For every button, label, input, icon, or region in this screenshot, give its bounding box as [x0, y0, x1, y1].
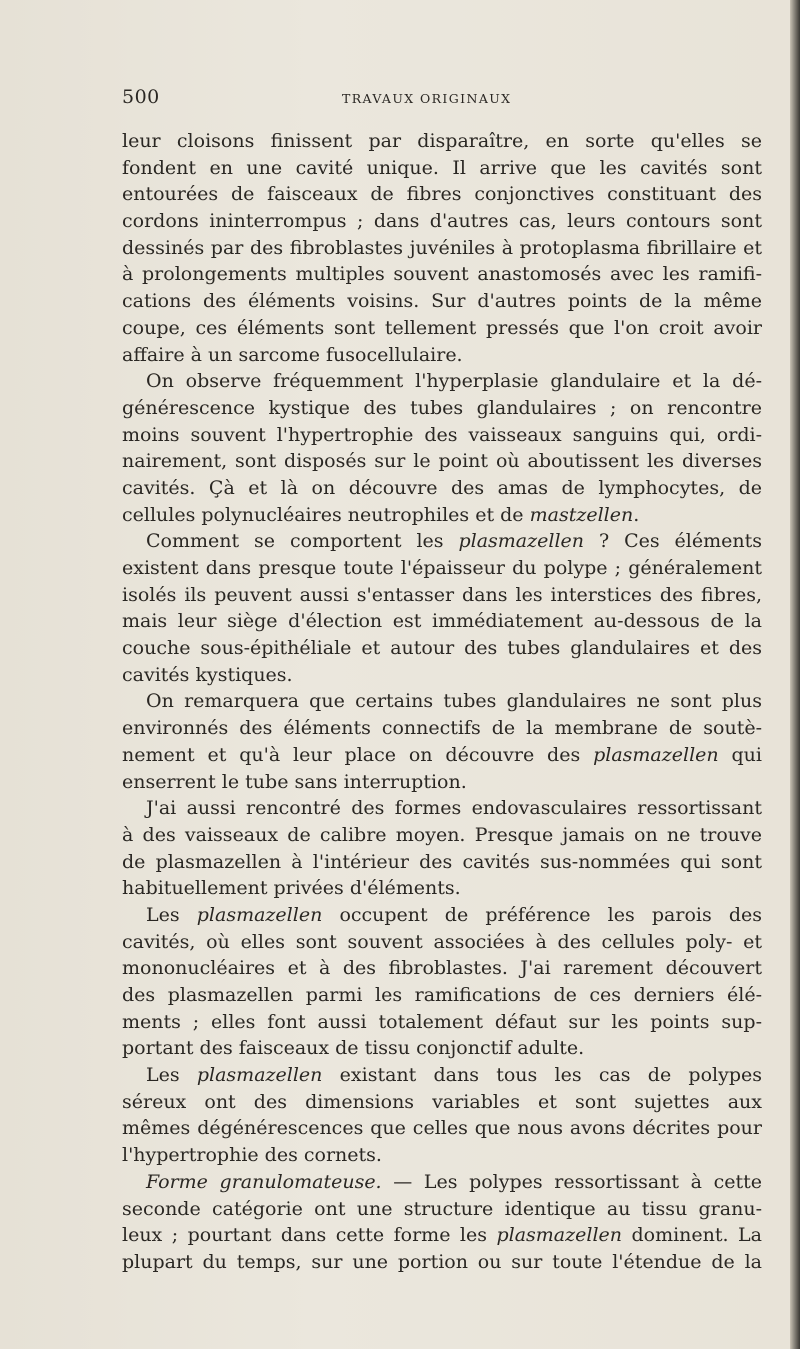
text-run: nement et qu'à leur place on découvre des: [122, 743, 594, 766]
text-line: [122, 1089, 762, 1116]
text-run: dominent. La: [622, 1224, 762, 1247]
text-run: existant dans tous les cas de polypes: [322, 1064, 762, 1087]
text-line: [122, 155, 762, 182]
italic-text: plasmazellen: [196, 903, 323, 926]
text-line: [122, 261, 762, 288]
text-run: .: [633, 503, 640, 526]
text-run: On remarquera que certains tubes glandulaires ne sont plus: [146, 690, 762, 713]
text-run: cavités kystiques.: [122, 663, 293, 686]
text-run: des plasmazellen parmi les ramifications de ces derniers élé-: [122, 984, 762, 1006]
text-run: dessinés par des fibroblastes juvéniles à protoplasma fibrillaire et: [122, 236, 762, 259]
text-line: [122, 395, 762, 422]
text-line: [122, 822, 762, 849]
text-run: de plasmazellen à l'intérieur des cavités sus-nommées qui sont: [122, 850, 762, 873]
text-line: [122, 181, 762, 208]
text-run: cordons ininterrompus ; dans d'autres cas, leurs contours sont: [122, 210, 762, 233]
text-line: [122, 929, 762, 956]
text-line: [122, 368, 762, 395]
text-line: [122, 902, 762, 929]
text-run: Les: [146, 1064, 197, 1087]
text-line: [122, 1249, 762, 1276]
text-line: [122, 422, 762, 449]
text-run: couche sous-épithéliale et autour des tubes glandulaires et des: [122, 637, 762, 660]
italic-text: plasmazellen: [496, 1224, 623, 1247]
text-line: [122, 1222, 762, 1249]
text-line: [122, 475, 762, 502]
text-line: [122, 982, 762, 1009]
italic-text: plasmazellen: [458, 530, 585, 553]
text-run: enserrent le tube sans interruption.: [122, 770, 467, 793]
page-edge: [790, 0, 800, 1349]
text-run: ? Ces éléments: [584, 530, 762, 553]
italic-text: Forme granulomateuse.: [146, 1170, 382, 1193]
text-run: seconde catégorie ont une structure identique au tissu granu-: [122, 1197, 762, 1220]
italic-text: mastzellen: [529, 503, 634, 526]
text-run: portant des faisceaux de tissu conjonctif adulte.: [122, 1037, 585, 1060]
italic-text: plasmazellen: [593, 743, 719, 766]
paragraph: [122, 1169, 762, 1276]
text-run: J'ai aussi rencontré des formes endovasculaires ressortissant: [146, 797, 762, 820]
text-run: cations des éléments voisins. Sur d'autres points de la même: [122, 290, 762, 313]
text-line: [122, 1196, 762, 1223]
text-run: leur cloisons finissent par disparaître, en sorte qu'elles se: [122, 130, 762, 152]
text-run: existent dans presque toute l'épaisseur du polype ; généralement: [122, 557, 762, 579]
text-line: [122, 582, 762, 609]
text-run: isolés ils peuvent aussi s'entasser dans les interstices des fibres,: [122, 583, 762, 606]
text-run: qui: [718, 743, 762, 766]
text-line: [122, 955, 762, 982]
text-run: générescence kystique des tubes glandulaires ; on rencontre: [122, 396, 762, 419]
text-line: [122, 875, 762, 902]
text-run: cavités, où elles sont souvent associées à des cellules poly- et: [122, 930, 762, 953]
paragraph: [122, 902, 762, 1062]
text-line: [122, 608, 762, 635]
paragraph: [122, 128, 762, 368]
text-run: ments ; elles font aussi totalement défaut sur les points sup-: [122, 1010, 762, 1033]
text-run: occupent de préférence les parois des: [322, 903, 762, 926]
text-run: moins souvent l'hypertrophie des vaisseaux sanguins qui, ordi-: [122, 423, 762, 446]
text-line: [122, 769, 762, 796]
text-run: Comment se comportent les: [146, 530, 459, 553]
paragraph: [122, 795, 762, 902]
text-line: [122, 208, 762, 235]
text-line: [122, 288, 762, 315]
page-header: [122, 86, 762, 116]
text-line: [122, 635, 762, 662]
text-run: affaire à un sarcome fusocellulaire.: [122, 343, 463, 366]
text-run: — Les polypes ressortissant à cette: [381, 1170, 762, 1193]
text-run: cellules polynucléaires neutrophiles et de: [122, 503, 530, 526]
text-line: [122, 849, 762, 876]
text-run: mononucléaires et à des fibroblastes. J'ai rarement découvert: [122, 957, 762, 980]
text-run: coupe, ces éléments sont tellement pressés que l'on croit avoir: [122, 316, 762, 339]
text-line: [122, 1115, 762, 1142]
text-line: [122, 448, 762, 475]
text-run: habituellement privées d'éléments.: [122, 877, 461, 900]
text-run: séreux ont des dimensions variables et sont sujettes aux: [122, 1090, 762, 1113]
page-number: 500: [122, 86, 160, 108]
text-line: [122, 1169, 762, 1196]
text-line: [122, 528, 762, 555]
paragraph: [122, 368, 762, 528]
text-run: mais leur siège d'élection est immédiatement au-dessous de la: [122, 610, 762, 633]
text-line: [122, 235, 762, 262]
text-line: [122, 688, 762, 715]
paragraph: [122, 528, 762, 688]
text-line: [122, 315, 762, 342]
text-run: à prolongements multiples souvent anastomosés avec les ramifi-: [122, 263, 762, 286]
text-run: cavités. Çà et là on découvre des amas de lymphocytes, de: [122, 476, 762, 499]
text-run: nairement, sont disposés sur le point où aboutissent les diverses: [122, 450, 762, 473]
italic-text: plasmazellen: [196, 1064, 323, 1087]
text-line: [122, 662, 762, 689]
text-line: [122, 1035, 762, 1062]
text-line: [122, 795, 762, 822]
text-run: plupart du temps, sur une portion ou sur toute l'étendue de la: [122, 1250, 762, 1273]
text-line: [122, 715, 762, 742]
text-run: mêmes dégénérescences que celles que nous avons décrites pour: [122, 1117, 762, 1140]
paragraph: [122, 1062, 762, 1169]
text-run: fondent en une cavité unique. Il arrive que les cavités sont: [122, 156, 762, 179]
text-line: [122, 555, 762, 582]
text-run: entourées de faisceaux de fibres conjonctives constituant des: [122, 183, 762, 206]
text-line: [122, 128, 762, 155]
text-line: [122, 1009, 762, 1036]
text-run: environnés des éléments connectifs de la membrane de soutè-: [122, 717, 762, 740]
text-line: [122, 1142, 762, 1169]
text-run: leux ; pourtant dans cette forme les: [122, 1224, 497, 1247]
body-text: [122, 128, 762, 1276]
text-line: [122, 502, 762, 529]
text-run: On observe fréquemment l'hyperplasie glandulaire et la dé-: [146, 370, 762, 393]
text-line: [122, 342, 762, 369]
text-run: Les: [146, 903, 197, 926]
text-run: à des vaisseaux de calibre moyen. Presque jamais on ne trouve: [122, 823, 762, 846]
paragraph: [122, 688, 762, 795]
text-run: l'hypertrophie des cornets.: [122, 1144, 382, 1167]
running-title: TRAVAUX ORIGINAUX: [342, 91, 512, 106]
text-line: [122, 742, 762, 769]
text-line: [122, 1062, 762, 1089]
